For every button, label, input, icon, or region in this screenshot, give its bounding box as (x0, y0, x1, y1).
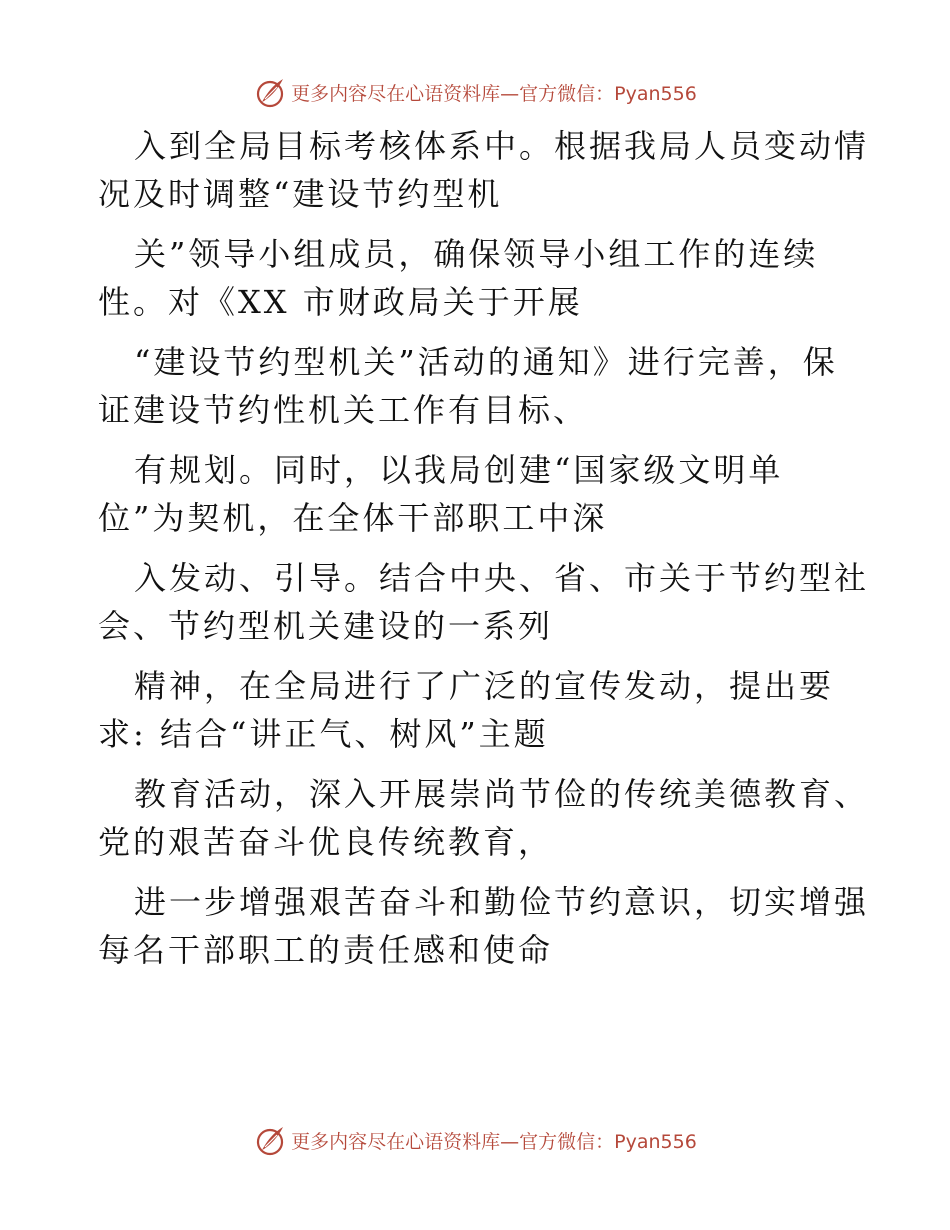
text-line: 教育活动，深入开展崇尚节俭的传统美德教育、 (134, 775, 870, 813)
text-line: 进一步增强艰苦奋斗和勤俭节约意识，切实增强 (134, 883, 870, 921)
text-line: 求: 结合“讲正气、树风”主题 (98, 715, 549, 753)
text-line: 证建设节约性机关工作有目标、 (98, 391, 589, 429)
text-line: 关”领导小组成员，确保领导小组工作的连续 (134, 235, 819, 273)
text-line: 位”为契机，在全体干部职工中深 (98, 499, 608, 537)
watermark-text: 更多内容尽在心语资料库—官方微信：Pyan556 (291, 82, 697, 105)
paragraph (98, 122, 870, 218)
text-line: 况及时调整“建设节约型机 (98, 175, 503, 213)
quill-logo-icon (253, 1123, 287, 1157)
text-line: “建设节约型机关”活动的通知》进行完善，保 (134, 343, 838, 381)
text-line: 有规划。同时，以我局创建“国家级文明单 (134, 451, 784, 489)
text-line: 精神，在全局进行了广泛的宣传发动，提出要 (134, 667, 835, 705)
document-body (98, 122, 870, 986)
text-line: 党的艰苦奋斗优良传统教育， (98, 823, 554, 861)
header-watermark (0, 72, 950, 112)
paragraph (98, 662, 858, 758)
paragraph (98, 338, 858, 434)
paragraph (98, 878, 870, 974)
paragraph (98, 554, 870, 650)
text-line: 每名干部职工的责任感和使命 (98, 931, 554, 969)
paragraph (98, 770, 870, 866)
paragraph (98, 446, 858, 542)
text-line: 入发动、引导。结合中央、省、市关于节约型社 (134, 559, 870, 597)
paragraph (98, 230, 858, 326)
text-line: 入到全局目标考核体系中。根据我局人员变动情 (134, 127, 870, 165)
watermark-text: 更多内容尽在心语资料库—官方微信：Pyan556 (291, 1130, 697, 1153)
text-line: 性。对《XX 市财政局关于开展 (98, 283, 583, 321)
quill-logo-icon (253, 75, 287, 109)
text-line: 会、节约型机关建设的一系列 (98, 607, 554, 645)
footer-watermark (0, 1120, 950, 1160)
